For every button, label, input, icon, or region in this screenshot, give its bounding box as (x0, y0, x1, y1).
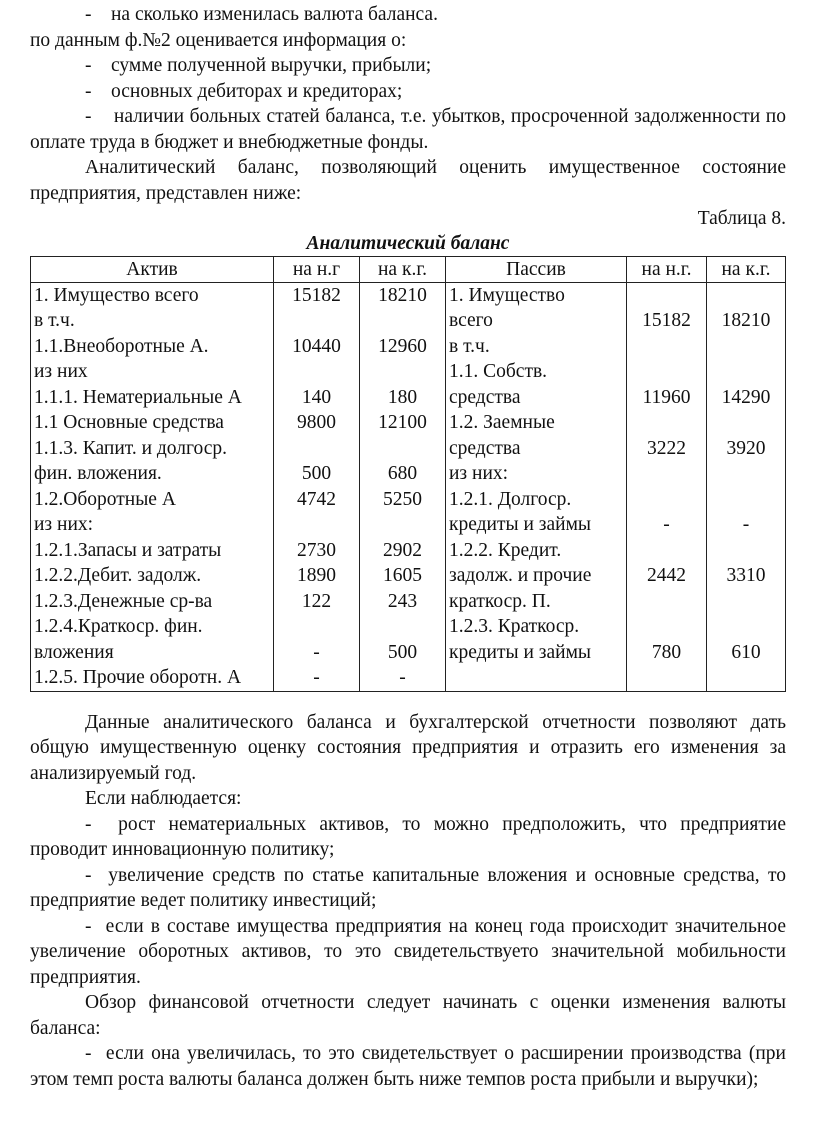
text-line: по данным ф.№2 оценивается информация о: (30, 29, 407, 51)
table-cell-line: 11960 (642, 386, 691, 408)
table-cell-line (630, 665, 703, 691)
table-cell-line: 1.2.5. Прочие оборотн. А (34, 667, 242, 688)
table-cell-line: 1890 (297, 565, 336, 586)
table-cell-line: 1.2.Оборотные А (34, 488, 176, 510)
table-cell-line: задолж. и прочие (449, 565, 592, 586)
table-cell-line (710, 538, 782, 564)
table-cell-line: 122 (301, 590, 332, 612)
table-cell-line (277, 308, 356, 334)
header-cell: Актив (31, 256, 274, 282)
table-title: Аналитический баланс (306, 232, 510, 254)
text-line: - если она увеличилась, то это свидетельствует о расширении производства (при этом темп роста валюты баланса должен быть ниже темпов роста прибыли и выручки); (30, 1043, 786, 1090)
table-cell-line: 10440 (292, 335, 341, 357)
table-cell-line (363, 436, 442, 462)
table-cell-line: 12100 (378, 412, 427, 433)
table-cell-line (710, 334, 782, 360)
table-cell-line: 780 (651, 641, 682, 663)
table-cell-line: 1. Имущество всего (34, 284, 199, 306)
table-cell-line: вложения (34, 641, 114, 663)
table-cell-line: 15182 (292, 284, 341, 306)
table-cell-line: 2442 (647, 565, 686, 586)
table-cell-line (630, 614, 703, 640)
table-cell-line (630, 334, 703, 360)
table-cell-line: 1.1.3. Капит. и долгоср. (34, 437, 228, 459)
liabilities-column (446, 282, 627, 691)
table-cell-line (277, 436, 356, 462)
table-cell-line: 1.2.1.Запасы и затраты (34, 539, 222, 561)
table-cell-line: 2730 (297, 539, 336, 561)
table-cell-line: 1.2.2. Кредит. (449, 539, 562, 561)
table-cell-line (630, 283, 703, 309)
table-cell-line (630, 359, 703, 385)
liabilities-start-column (627, 282, 707, 691)
text-line: - увеличение средств по статье капитальные вложения и основные средства, то предприятие ведет политику инвестиций; (30, 864, 786, 911)
text-line: - на сколько изменилась валюта баланса. (85, 4, 438, 25)
table-cell-line: из них (34, 361, 88, 382)
table-cell-line: - (663, 514, 670, 535)
table-cell-line (277, 359, 356, 385)
text-line: - рост нематериальных активов, то можно предположить, что предприятие проводит инновационную политику; (30, 813, 786, 860)
table-body-row (31, 282, 786, 691)
table-cell-line (710, 614, 782, 640)
table-cell-line (363, 308, 442, 334)
table-cell-line: 1.2.1. Долгоср. (449, 488, 572, 510)
table-cell-line: из них: (34, 514, 94, 535)
table-cell-line: 1605 (383, 565, 422, 586)
table-cell-line: 4742 (297, 488, 336, 510)
table-cell-line (710, 283, 782, 309)
table-cell-line (630, 410, 703, 436)
liabilities-end-column (707, 282, 786, 691)
table-cell-line: краткоср. П. (449, 590, 551, 612)
table-cell-line: кредиты и займы (449, 514, 592, 535)
text-paragraph: Если наблюдается: (85, 788, 242, 809)
table-cell-line (710, 589, 782, 615)
text-line: - сумме полученной выручки, прибыли; (85, 55, 432, 76)
header-cell: на к.г. (707, 256, 786, 282)
assets-column (31, 282, 274, 691)
table-cell-line: 12960 (378, 335, 427, 357)
table-cell-line: - (313, 667, 320, 688)
header-cell: на н.г (274, 256, 360, 282)
table-cell-line: - (313, 641, 320, 663)
table-cell-line: 1. Имущество (449, 284, 565, 306)
text-paragraph: Обзор финансовой отчетности следует начинать с оценки изменения валюты баланса: (30, 992, 786, 1039)
table-header-row (31, 256, 786, 282)
table-cell-line: 1.1.Внеоборотные А. (34, 335, 209, 357)
header-cell: на к.г. (360, 256, 446, 282)
table-cell-line: фин. вложения. (34, 463, 162, 484)
table-cell-line: 1.1. Собств. (449, 361, 548, 382)
table-cell-line: - (399, 667, 406, 688)
table-cell-line: 1.2.3. Краткоср. (449, 616, 580, 637)
table-cell-line: средства (449, 437, 521, 459)
text-line: - если в составе имущества предприятия на конец года происходит значительное увеличение оборотных активов, то это свидетельствуето значительной мобильности предприятия. (30, 915, 786, 988)
assets-start-column (274, 282, 360, 691)
table-cell-line: средства (449, 386, 521, 408)
table-cell-line: 5250 (383, 488, 422, 510)
text-paragraph: Данные аналитического баланса и бухгалтерской отчетности позволяют дать общую имущественную оценку состояния предприятия и отразить его изменения за анализируемый год. (30, 711, 786, 784)
table-cell-line: 500 (301, 463, 332, 484)
table-cell-line: кредиты и займы (449, 641, 592, 663)
table-cell-line: 9800 (297, 412, 336, 433)
table-cell-line (710, 359, 782, 385)
table-cell-line (363, 512, 442, 538)
table-cell-line (630, 487, 703, 513)
table-cell-line: 14290 (721, 386, 771, 408)
document-page (30, 2, 786, 1092)
table-cell-line (710, 461, 782, 487)
table-cell-line: 18210 (721, 310, 771, 331)
table-cell-line: 1.1.1. Нематериальные А (34, 386, 242, 408)
table-cell-line: 2902 (383, 539, 422, 561)
table-cell-line: всего (449, 310, 493, 331)
table-cell-line: 1.2.4.Краткоср. фин. (34, 616, 203, 637)
table-cell-line: 140 (301, 386, 332, 408)
table-cell-line: в т.ч. (449, 335, 490, 357)
table-cell-line: - (742, 514, 750, 535)
header-cell: на н.г. (627, 256, 707, 282)
table-cell-line (630, 538, 703, 564)
table-cell-line: 3310 (726, 565, 766, 586)
table-cell-line: 610 (731, 641, 761, 663)
table-cell-line: 18210 (378, 284, 427, 306)
table-cell-line: из них: (449, 463, 509, 484)
table-cell-line (363, 614, 442, 640)
analytic-balance-table (30, 256, 786, 692)
table-cell-line: 3222 (647, 437, 686, 459)
table-cell-line: 243 (387, 590, 418, 612)
table-cell-line (449, 665, 623, 691)
table-cell-line: 15182 (642, 310, 691, 331)
text-paragraph: Аналитический баланс, позволяющий оценить имущественное состояние предприятия, представлен ниже: (30, 157, 786, 204)
table-cell-line: 1.2.3.Денежные ср-ва (34, 590, 213, 612)
table-cell-line: 1.2.2.Дебит. задолж. (34, 565, 202, 586)
header-cell: Пассив (446, 256, 627, 282)
table-cell-line (710, 487, 782, 513)
table-cell-line (710, 665, 782, 691)
text-line: - основных дебиторах и кредиторах; (85, 80, 403, 102)
table-cell-line: 1.2. Заемные (449, 412, 555, 433)
table-cell-line (277, 614, 356, 640)
table-cell-line (630, 589, 703, 615)
table-cell-line (710, 410, 782, 436)
text-line: - наличии больных статей баланса, т.е. убытков, просроченной задолженности по оплате труда в бюджет и внебюджетные фонды. (30, 106, 786, 153)
table-cell-line: 500 (387, 641, 418, 663)
table-cell-line (277, 512, 356, 538)
table-caption: Таблица 8. (697, 208, 786, 229)
table-cell-line: 180 (387, 386, 418, 408)
table-cell-line: 1.1 Основные средства (34, 412, 224, 433)
table-cell-line (363, 359, 442, 385)
table-cell-line: 680 (387, 463, 418, 484)
assets-end-column (360, 282, 446, 691)
table-cell-line (630, 461, 703, 487)
table-cell-line: 3920 (726, 437, 766, 459)
table-cell-line: в т.ч. (34, 310, 75, 331)
